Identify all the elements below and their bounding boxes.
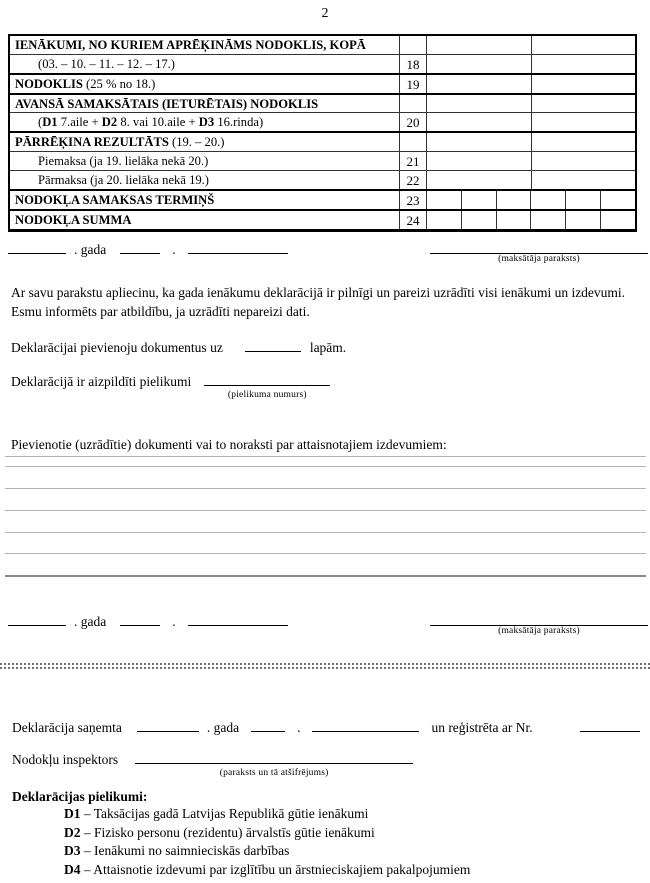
- writing-line: [5, 575, 646, 577]
- value-cell[interactable]: [497, 211, 532, 229]
- payer-signature-1: [430, 240, 648, 264]
- value-cell[interactable]: [531, 211, 566, 229]
- attachment-code: D4: [64, 861, 81, 877]
- page-number: 2: [321, 6, 329, 21]
- received-day-blank[interactable]: [251, 718, 285, 732]
- row-value-cells: [427, 95, 635, 113]
- annex-number-field: [204, 372, 330, 400]
- attachments-heading: Deklarācijas pielikumi:: [12, 789, 148, 804]
- value-cell[interactable]: [532, 133, 636, 151]
- value-cell[interactable]: [462, 191, 497, 209]
- table-row: [10, 55, 635, 75]
- registration-number-blank[interactable]: [580, 718, 640, 732]
- row-label: IENĀKUMI, NO KURIEM APRĒĶINĀMS NODOKLIS, KOPĀ: [10, 36, 400, 54]
- row-label: (D1 7.aile + D2 8. vai 10.aile + D3 16.rinda): [10, 113, 400, 131]
- date-signature-row-1: [8, 240, 648, 264]
- value-cell[interactable]: [427, 95, 532, 113]
- value-cell[interactable]: [532, 36, 636, 54]
- inspector-signature-field: [135, 750, 413, 778]
- value-cell[interactable]: [566, 211, 601, 229]
- declaration-statement: Ar savu parakstu apliecinu, ka gada ienākumu deklarācijā ir pilnīgi un pareizi uzrādīti visi ienākumi un izdevumi. Esmu informēts par atbildību, ja uzrādīti nepareizi dati.: [11, 285, 626, 319]
- row-value-cells: [427, 113, 635, 131]
- value-cell[interactable]: [532, 75, 636, 93]
- annex-number-caption: (pielikuma numurs): [227, 390, 307, 400]
- row-label: NODOKĻA SAMAKSAS TERMIŅŠ: [10, 191, 400, 209]
- pages-count-blank[interactable]: [245, 338, 301, 352]
- attachment-text: – Ienākumi no saimnieciskās darbības: [83, 843, 290, 858]
- table-row: [10, 171, 635, 191]
- filled-annexes-prefix: Deklarācijā ir aizpildīti pielikumi: [11, 374, 192, 389]
- signature-blank[interactable]: [430, 240, 648, 254]
- signature-caption: (maksātāja paraksts): [498, 626, 580, 636]
- value-cell[interactable]: [427, 211, 462, 229]
- row-number: 21: [400, 152, 427, 170]
- filled-annexes-line: [11, 372, 330, 400]
- row-value-cells: [427, 36, 635, 54]
- value-cell[interactable]: [427, 113, 532, 131]
- row-number: 22: [400, 171, 427, 189]
- table-row: [10, 191, 635, 211]
- row-label: PĀRRĒĶINA REZULTĀTS (19. – 20.): [10, 133, 400, 151]
- date-fields-2: [8, 612, 288, 636]
- row-label: (03. – 10. – 11. – 12. – 17.): [10, 55, 400, 73]
- day-blank[interactable]: [120, 612, 160, 626]
- value-cell[interactable]: [427, 133, 532, 151]
- row-label: NODOKĻA SUMMA: [10, 211, 400, 229]
- value-cell[interactable]: [531, 191, 566, 209]
- value-cell[interactable]: [427, 75, 532, 93]
- table-row: [10, 211, 635, 229]
- row-label: Piemaksa (ja 19. lielāka nekā 20.): [10, 152, 400, 170]
- documents-count-suffix: lapām.: [309, 340, 347, 355]
- inspector-label: Nodokļu inspektors: [12, 752, 119, 767]
- value-cell[interactable]: [532, 152, 636, 170]
- table-row: [10, 113, 635, 133]
- attachment-item: [12, 824, 470, 843]
- value-cell[interactable]: [427, 55, 532, 73]
- month-blank[interactable]: [188, 612, 288, 626]
- dotted-line: [0, 667, 650, 671]
- row-number: 23: [400, 191, 427, 209]
- received-year-blank[interactable]: [137, 718, 199, 732]
- documents-count-prefix: Deklarācijai pievienoju dokumentus uz: [11, 340, 223, 355]
- row-value-cells: [427, 75, 635, 93]
- value-cell[interactable]: [532, 113, 636, 131]
- row-value-cells: [427, 152, 635, 170]
- attachment-item: [12, 805, 470, 824]
- value-cell[interactable]: [601, 211, 635, 229]
- gada-label: . gada: [74, 614, 107, 629]
- signature-caption: (maksātāja paraksts): [498, 254, 580, 264]
- dot-label: .: [172, 242, 176, 257]
- row-label: AVANSĀ SAMAKSĀTAIS (IETURĒTAIS) NODOKLIS: [10, 95, 400, 113]
- dot-label: .: [172, 614, 176, 629]
- row-number: 18: [400, 55, 427, 73]
- documents-count-line: [11, 338, 346, 356]
- writing-line: [5, 466, 646, 488]
- year-blank[interactable]: [8, 612, 66, 626]
- date-fields-1: [8, 240, 288, 264]
- inspector-signature-caption: (paraksts un tā atšifrējums): [219, 768, 329, 778]
- month-blank[interactable]: [188, 240, 288, 254]
- date-signature-row-2: [8, 612, 648, 636]
- inspector-signature-blank[interactable]: [135, 750, 413, 764]
- table-row: [10, 133, 635, 152]
- received-gada-label: . gada: [206, 720, 240, 735]
- value-cell[interactable]: [427, 152, 532, 170]
- row-number: 20: [400, 113, 427, 131]
- row-value-cells: [427, 191, 635, 209]
- writing-line: [5, 510, 646, 532]
- attachment-code: D2: [64, 824, 81, 840]
- day-blank[interactable]: [120, 240, 160, 254]
- table-row: [10, 36, 635, 55]
- received-month-blank[interactable]: [312, 718, 419, 732]
- value-cell[interactable]: [532, 95, 636, 113]
- table-row: [10, 152, 635, 171]
- row-value-cells: [427, 211, 635, 229]
- annex-number-blank[interactable]: [204, 372, 330, 386]
- writing-line: [5, 532, 646, 553]
- row-number: [400, 95, 427, 113]
- tax-table: [8, 34, 637, 232]
- row-value-cells: [427, 55, 635, 73]
- row-number: 24: [400, 211, 427, 229]
- value-cell[interactable]: [601, 191, 635, 209]
- row-value-cells: [427, 171, 635, 189]
- registered-label: un reģistrēta ar Nr.: [431, 720, 533, 735]
- attachment-code: D1: [64, 806, 81, 821]
- attachment-item: [12, 842, 470, 861]
- attachment-text: – Taksācijas gadā Latvijas Republikā gūtie ienākumi: [83, 806, 369, 821]
- row-number: 19: [400, 75, 427, 93]
- declaration-received-line: [12, 718, 640, 736]
- attachments-list: [12, 789, 470, 879]
- writing-lines-area[interactable]: [5, 456, 646, 577]
- received-prefix: Deklarācija saņemta: [12, 720, 122, 735]
- row-label: NODOKLIS (25 % no 18.): [10, 75, 400, 93]
- attachment-code: D3: [64, 843, 81, 858]
- value-cell[interactable]: [532, 171, 636, 189]
- year-blank[interactable]: [8, 240, 66, 254]
- attached-docs-heading: Pievienotie (uzrādītie) dokumenti vai to noraksti par attaisnotajiem izdevumiem:: [11, 437, 447, 452]
- row-value-cells: [427, 133, 635, 151]
- value-cell[interactable]: [462, 211, 497, 229]
- value-cell[interactable]: [427, 191, 462, 209]
- payer-signature-2: [430, 612, 648, 636]
- gada-label: . gada: [74, 242, 107, 257]
- table-row: [10, 95, 635, 114]
- value-cell[interactable]: [532, 55, 636, 73]
- value-cell[interactable]: [566, 191, 601, 209]
- received-dot-label: .: [297, 720, 301, 735]
- row-label: Pārmaksa (ja 20. lielāka nekā 19.): [10, 171, 400, 189]
- table-row: [10, 75, 635, 95]
- attachment-text: – Attaisnotie izdevumi par izglītību un ārstnieciskajiem pakalpojumiem: [83, 861, 471, 877]
- value-cell[interactable]: [497, 191, 532, 209]
- writing-line: [5, 553, 646, 575]
- row-number: [400, 133, 427, 151]
- signature-blank[interactable]: [430, 612, 648, 626]
- attachment-text: – Fizisko personu (rezidentu) ārvalstīs gūtie ienākumi: [83, 824, 375, 840]
- writing-line: [5, 488, 646, 510]
- attachment-item: [12, 861, 470, 880]
- writing-line: [5, 456, 646, 466]
- row-number: [400, 36, 427, 54]
- value-cell[interactable]: [427, 171, 532, 189]
- inspector-line: [12, 750, 413, 778]
- value-cell[interactable]: [427, 36, 532, 54]
- cut-separator: [0, 663, 650, 671]
